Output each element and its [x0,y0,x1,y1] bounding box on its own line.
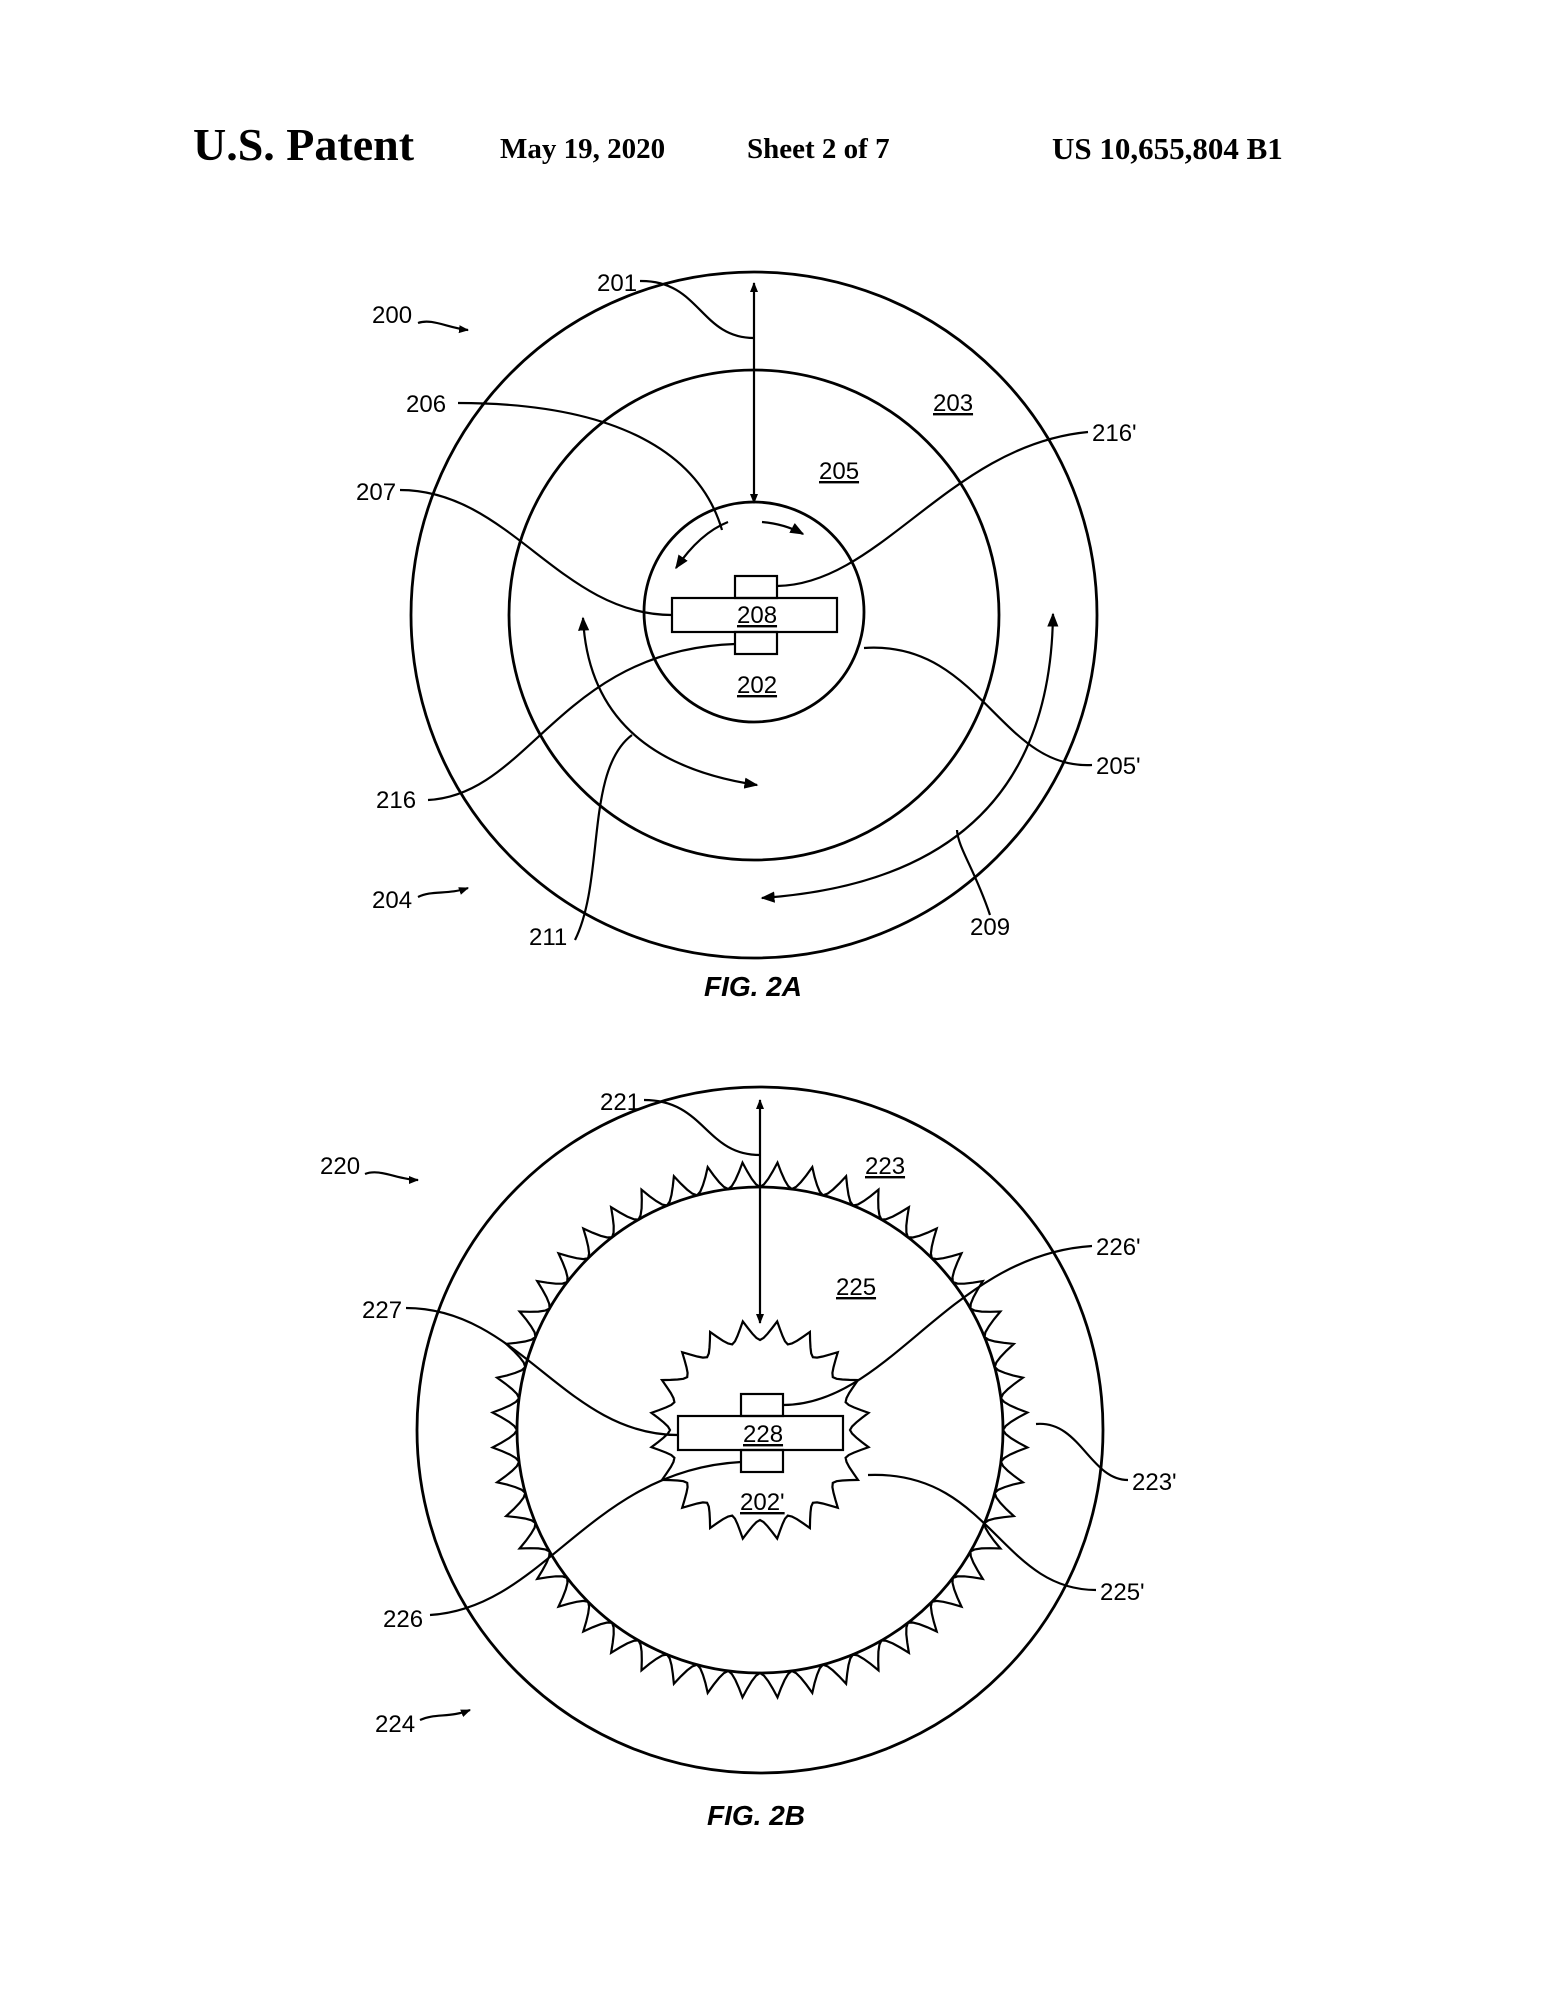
header-patent: U.S. Patent [193,119,415,170]
fig2a-element-208-bottom-tab [735,632,777,654]
label-226: 226 [383,1606,424,1633]
fig2b-element-228-top-tab [741,1394,783,1416]
fig2b-leader-221 [644,1100,760,1155]
label-225: 225 [836,1274,877,1301]
label-206: 206 [406,391,447,418]
label-223-prime: 223' [1132,1469,1177,1496]
label-201: 201 [597,270,638,297]
fig2a-rotation-arrow-b [762,522,803,534]
label-208: 208 [737,602,778,629]
fig-2a [356,270,1141,1002]
fig2a-ref-arrow-200 [418,322,468,330]
label-228: 228 [743,1421,784,1448]
header-sheet: Sheet 2 of 7 [747,133,890,165]
fig2a-leader-201 [640,281,754,338]
fig2a-streamline-216 [428,644,735,800]
label-221: 221 [600,1089,641,1116]
label-227: 227 [362,1297,403,1324]
fig2b-streamline-226-prime [783,1246,1092,1405]
label-220: 220 [320,1153,361,1180]
fig2a-leader-211 [575,735,632,940]
label-216: 216 [376,787,417,814]
fig2b-ref-arrow-220 [365,1172,418,1180]
label-211: 211 [529,924,568,951]
label-224: 224 [375,1711,416,1738]
label-203: 203 [933,390,974,417]
header-patent-number: US 10,655,804 B1 [1052,131,1283,166]
fig2b-element-228-bottom-tab [741,1450,783,1472]
label-202-prime: 202' [740,1489,785,1516]
label-200: 200 [372,302,413,329]
fig2b-streamline-223-prime [1036,1424,1128,1480]
fig2a-ref-arrow-204 [418,888,468,897]
header-date: May 19, 2020 [500,133,666,165]
label-223: 223 [865,1153,906,1180]
fig2a-element-208-top-tab [735,576,777,598]
label-205-prime: 205' [1096,753,1141,780]
caption-fig-2a: FIG. 2A [704,971,803,1002]
label-204: 204 [372,887,413,914]
fig2b-streamline-226 [430,1462,741,1615]
fig2a-streamline-205-prime [864,648,1092,765]
fig2a-leader-209 [957,830,990,915]
fig2a-leader-207 [400,490,672,615]
label-209: 209 [970,914,1011,941]
label-202: 202 [737,672,778,699]
fig2b-streamline-225-prime [868,1475,1096,1590]
fig2a-flow-arrow-inner [583,618,757,785]
label-216-prime: 216' [1092,420,1137,447]
label-225-prime: 225' [1100,1579,1145,1606]
label-226-prime: 226' [1096,1234,1141,1261]
fig2a-leader-206 [458,403,722,530]
fig2a-streamline-216-prime [777,432,1088,586]
fig2b-leader-227 [406,1308,678,1435]
label-207: 207 [356,479,397,506]
fig-2b [320,1087,1177,1831]
fig2b-ref-arrow-224 [420,1710,470,1720]
label-205: 205 [819,458,860,485]
caption-fig-2b: FIG. 2B [707,1800,806,1831]
